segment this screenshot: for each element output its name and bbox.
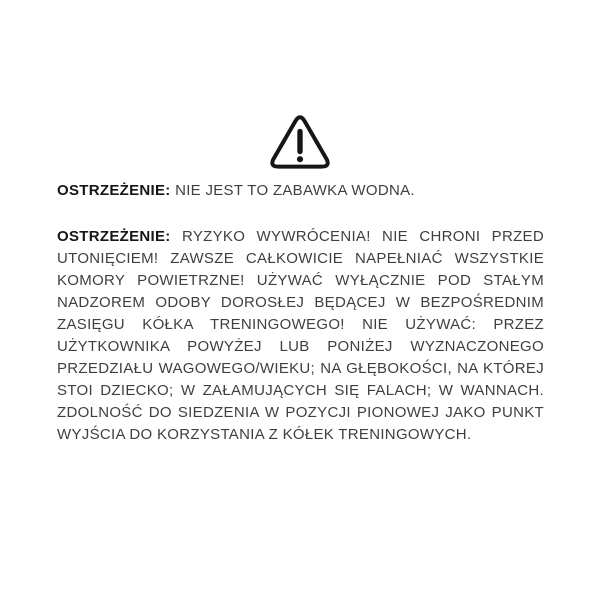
- warning-long: [57, 226, 544, 446]
- warning-short-label: OSTRZEŻENIE:: [57, 182, 171, 199]
- warning-long-label: OSTRZEŻENIE:: [57, 228, 171, 245]
- warning-long-text: RYZYKO WYWRÓCENIA! NIE CHRONI PRZED UTONIĘCIEM! ZAWSZE CAŁKOWICIE NAPEŁNIAĆ WSZYSTKIE KOMORY POWIETRZNE! UŻYWAĆ WYŁĄCZNIE POD STAŁYM NADZOREM ODOBY DOROSŁEJ BĘDĄCEJ W BEZPOŚREDNIM ZASIĘGU KÓŁKA TRENINGOWEGO! NIE UŻYWAĆ: PRZEZ UŻYTKOWNIKA POWYŻEJ LUB PONIŻEJ WYZNACZONEGO PRZEDZIAŁU WAGOWEGO/WIEKU; NA GŁĘBOKOŚCI, NA KTÓREJ STOI DZIECKO; W ZAŁAMUJĄCYCH SIĘ FALACH; W WANNACH. ZDOLNOŚĆ DO SIEDZENIA W POZYCJI PIONOWEJ JAKO PUNKT WYJŚCIA DO KORZYSTANIA Z KÓŁEK TRENINGOWYCH.: [57, 228, 544, 443]
- warning-short: [57, 180, 544, 202]
- warning-icon-wrap: [0, 112, 600, 172]
- warning-short-text: NIE JEST TO ZABAWKA WODNA.: [175, 182, 415, 199]
- warning-triangle-icon: [267, 112, 333, 172]
